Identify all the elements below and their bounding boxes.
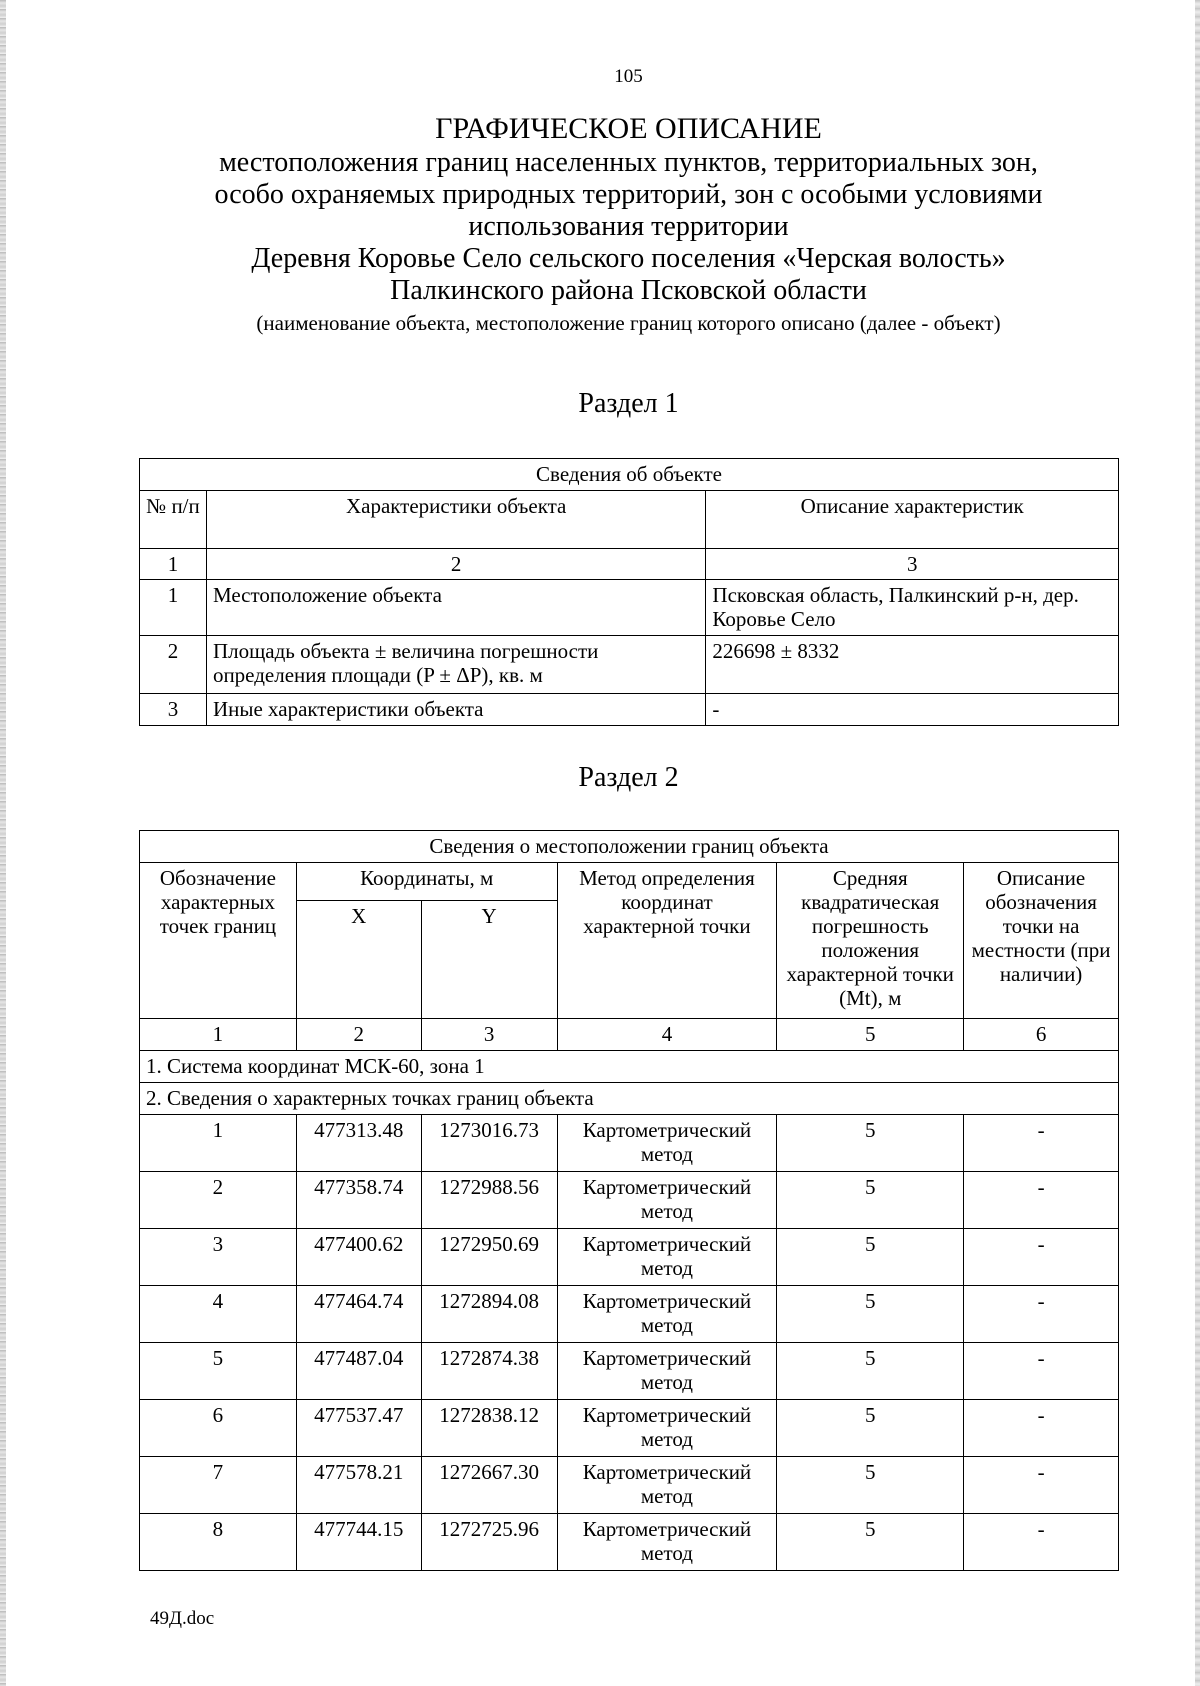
coord-x: 477537.47 xyxy=(296,1400,421,1457)
row-value: Псковская область, Палкинский р-н, дер. Коровье Село xyxy=(706,580,1119,636)
point-id: 2 xyxy=(140,1172,297,1229)
table-row xyxy=(140,1115,1119,1172)
title-note: (наименование объекта, местоположение границ которого описано (далее - объект) xyxy=(256,311,1001,335)
row-num: 3 xyxy=(140,694,207,726)
coord-y: 1273016.73 xyxy=(421,1115,557,1172)
col-number: 3 xyxy=(706,549,1119,580)
header-characteristic: Характеристики объекта xyxy=(206,491,705,549)
title-line-3: использования территории xyxy=(468,211,789,242)
coordinate-system-row: 1. Система координат МСК-60, зона 1 xyxy=(140,1051,1119,1083)
header-x: X xyxy=(296,901,421,1019)
header-coords: Координаты, м xyxy=(296,863,557,901)
row-num: 2 xyxy=(140,636,207,694)
description: - xyxy=(964,1115,1119,1172)
error: 5 xyxy=(777,1343,964,1400)
point-id: 5 xyxy=(140,1343,297,1400)
coord-y: 1272667.30 xyxy=(421,1457,557,1514)
method: Картометрический метод xyxy=(557,1400,777,1457)
object-info-table xyxy=(139,458,1119,726)
table-row xyxy=(140,1172,1119,1229)
col-number: 1 xyxy=(140,1019,297,1051)
row-num: 1 xyxy=(140,580,207,636)
coord-x: 477744.15 xyxy=(296,1514,421,1571)
coord-y: 1272725.96 xyxy=(421,1514,557,1571)
coord-y: 1272874.38 xyxy=(421,1343,557,1400)
row-value: - xyxy=(706,694,1119,726)
title-line-1: местоположения границ населенных пунктов, территориальных зон, xyxy=(219,147,1038,178)
col-number: 4 xyxy=(557,1019,777,1051)
title-line-2: особо охраняемых природных территорий, зон с особыми условиями xyxy=(214,179,1043,210)
table-row xyxy=(140,694,1119,726)
file-name-footer: 49Д.doc xyxy=(150,1608,215,1629)
description: - xyxy=(964,1343,1119,1400)
method: Картометрический метод xyxy=(557,1286,777,1343)
method: Картометрический метод xyxy=(557,1229,777,1286)
col-number: 2 xyxy=(296,1019,421,1051)
method: Картометрический метод xyxy=(557,1514,777,1571)
header-error: Средняя квадратическая погрешность положения характерной точки (Mt), м xyxy=(777,863,964,1019)
table-row xyxy=(140,636,1119,694)
error: 5 xyxy=(777,1172,964,1229)
header-method: Метод определения координат характерной точки xyxy=(557,863,777,1019)
table-title: Сведения о местоположении границ объекта xyxy=(140,831,1119,863)
description: - xyxy=(964,1457,1119,1514)
coord-y: 1272838.12 xyxy=(421,1400,557,1457)
method: Картометрический метод xyxy=(557,1172,777,1229)
section-2-title: Раздел 2 xyxy=(578,762,679,793)
header-point: Обозначение характерных точек границ xyxy=(140,863,297,1019)
error: 5 xyxy=(777,1286,964,1343)
point-id: 1 xyxy=(140,1115,297,1172)
description: - xyxy=(964,1286,1119,1343)
row-name: Иные характеристики объекта xyxy=(206,694,705,726)
col-number: 5 xyxy=(777,1019,964,1051)
table-title: Сведения об объекте xyxy=(140,459,1119,491)
coord-x: 477313.48 xyxy=(296,1115,421,1172)
error: 5 xyxy=(777,1457,964,1514)
coord-y: 1272988.56 xyxy=(421,1172,557,1229)
document-title: ГРАФИЧЕСКОЕ ОПИСАНИЕ xyxy=(435,112,822,145)
description: - xyxy=(964,1514,1119,1571)
header-y: Y xyxy=(421,901,557,1019)
table-row xyxy=(140,1457,1119,1514)
method: Картометрический метод xyxy=(557,1115,777,1172)
document-header xyxy=(0,110,1200,336)
coord-y: 1272894.08 xyxy=(421,1286,557,1343)
method: Картометрический метод xyxy=(557,1457,777,1514)
coord-x: 477464.74 xyxy=(296,1286,421,1343)
header-num: № п/п xyxy=(140,491,207,549)
description: - xyxy=(964,1172,1119,1229)
point-id: 6 xyxy=(140,1400,297,1457)
title-line-4: Деревня Коровье Село сельского поселения «Черская волость» xyxy=(251,243,1006,274)
col-number: 1 xyxy=(140,549,207,580)
error: 5 xyxy=(777,1514,964,1571)
coord-y: 1272950.69 xyxy=(421,1229,557,1286)
header-description: Описание характеристик xyxy=(706,491,1119,549)
coord-x: 477487.04 xyxy=(296,1343,421,1400)
title-line-5: Палкинского района Псковской области xyxy=(390,275,867,306)
point-id: 3 xyxy=(140,1229,297,1286)
coord-x: 477400.62 xyxy=(296,1229,421,1286)
row-name: Местоположение объекта xyxy=(206,580,705,636)
header-descr: Описание обозначения точки на местности (при наличии) xyxy=(964,863,1119,1019)
coord-x: 477358.74 xyxy=(296,1172,421,1229)
col-number: 3 xyxy=(421,1019,557,1051)
section-1-title: Раздел 1 xyxy=(578,388,679,419)
method: Картометрический метод xyxy=(557,1343,777,1400)
point-id: 8 xyxy=(140,1514,297,1571)
description: - xyxy=(964,1229,1119,1286)
error: 5 xyxy=(777,1229,964,1286)
page-number: 105 xyxy=(614,66,643,87)
coord-x: 477578.21 xyxy=(296,1457,421,1514)
row-value: 226698 ± 8332 xyxy=(706,636,1119,694)
table-row xyxy=(140,1400,1119,1457)
error: 5 xyxy=(777,1400,964,1457)
point-id: 4 xyxy=(140,1286,297,1343)
col-number: 6 xyxy=(964,1019,1119,1051)
boundary-points-table xyxy=(139,830,1119,1571)
table-row xyxy=(140,1514,1119,1571)
points-section-row: 2. Сведения о характерных точках границ объекта xyxy=(140,1083,1119,1115)
row-name: Площадь объекта ± величина погрешности определения площади (P ± ΔP), кв. м xyxy=(206,636,705,694)
error: 5 xyxy=(777,1115,964,1172)
table-row xyxy=(140,580,1119,636)
table-row xyxy=(140,1286,1119,1343)
description: - xyxy=(964,1400,1119,1457)
table-row xyxy=(140,1343,1119,1400)
table-row xyxy=(140,1229,1119,1286)
col-number: 2 xyxy=(206,549,705,580)
point-id: 7 xyxy=(140,1457,297,1514)
